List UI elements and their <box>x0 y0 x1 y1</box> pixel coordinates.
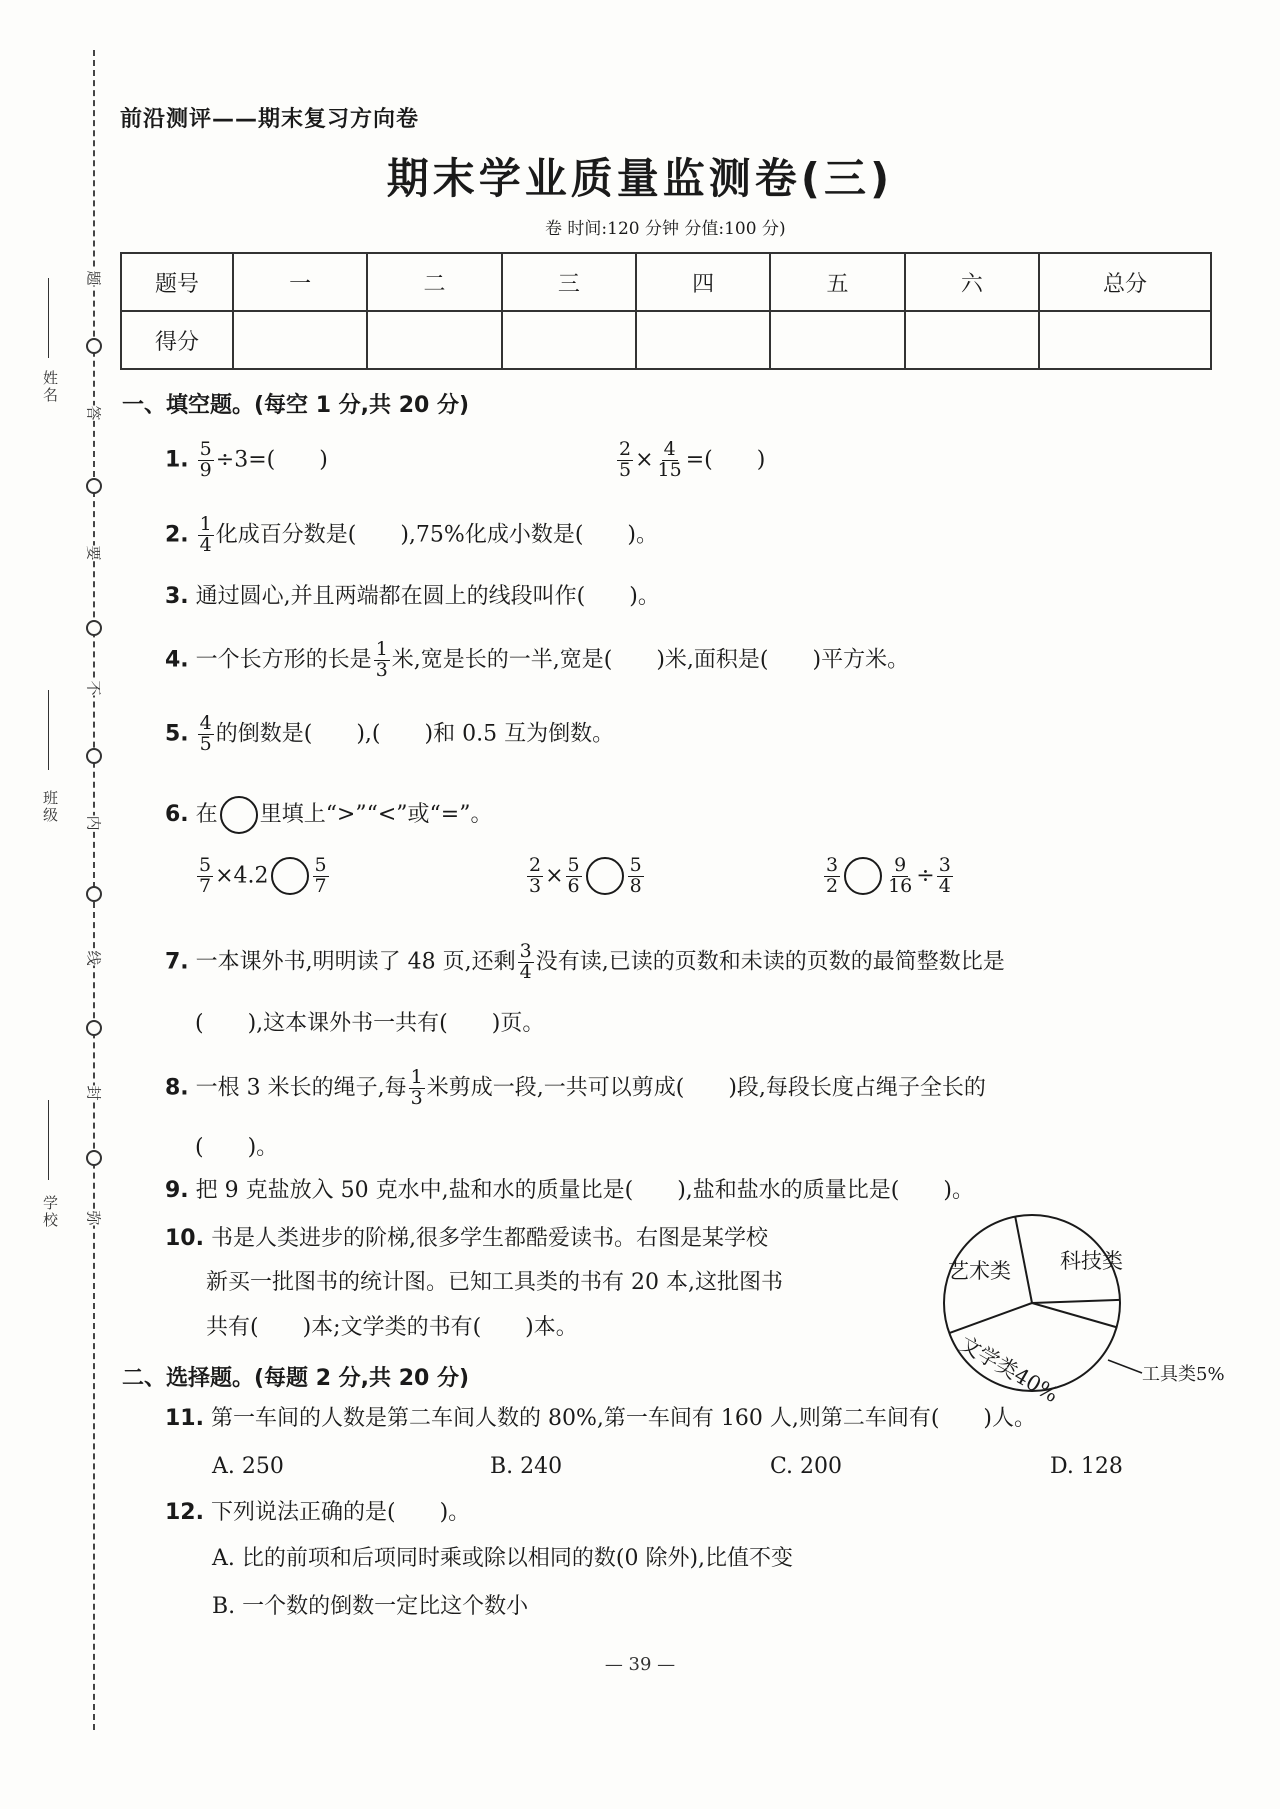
binding-hole <box>86 1020 102 1036</box>
fraction: $\frac{3}{2}$ <box>826 854 839 897</box>
table-cell: 五 <box>770 253 904 311</box>
compare-circle-input[interactable] <box>586 857 624 895</box>
binding-hole <box>86 886 102 902</box>
pie-label: 文学类40% <box>955 1331 1063 1408</box>
question-7-line2: ( ),这本课外书一共有( )页。 <box>195 1011 545 1036</box>
binding-hole <box>86 1150 102 1166</box>
pie-label: 艺术类 <box>948 1259 1011 1283</box>
table-cell: 一 <box>233 253 367 311</box>
question-12: 12. 下列说法正确的是( )。 <box>165 1500 471 1525</box>
book-pie-chart <box>930 1208 1230 1408</box>
seal-char: 要 <box>84 545 103 561</box>
exam-info: 卷 时间:120 分钟 分值:100 分) <box>545 219 786 239</box>
question-10-line2: 新买一批图书的统计图。已知工具类的书有 20 本,这批图书 <box>206 1270 783 1295</box>
score-cell[interactable] <box>636 311 770 369</box>
binding-hole <box>86 478 102 494</box>
fraction: $\frac{2}{5}$ <box>619 438 632 481</box>
compare-expr-1: $\frac{5}{7}$ ×4.2 $\frac{5}{7}$ <box>199 854 327 897</box>
question-4: 4. 一个长方形的长是 $\frac{1}{3}$ 米,宽是长的一半,宽是( )米,面积是( )平方米。 <box>165 638 910 681</box>
pie-slice-boundary <box>1032 1300 1120 1303</box>
table-cell: 得分 <box>121 311 233 369</box>
name-fill-line[interactable] <box>48 278 49 358</box>
table-cell: 四 <box>636 253 770 311</box>
score-cell[interactable] <box>905 311 1039 369</box>
class-label: 班级 <box>41 790 59 824</box>
option-b[interactable]: B. 240 <box>490 1454 563 1479</box>
seal-char: 答 <box>84 405 103 421</box>
pie-label: 工具类5% <box>1142 1364 1225 1385</box>
compare-circle-input[interactable] <box>844 857 882 895</box>
option-c[interactable]: C. 200 <box>770 1454 843 1479</box>
fraction: $\frac{5}{7}$ <box>199 854 212 897</box>
question-8: 8. 一根 3 米长的绳子,每 $\frac{1}{3}$ 米剪成一段,一共可以剪成( )段,每段长度占绳子全长的 <box>165 1066 986 1109</box>
pie-labels <box>948 1249 1225 1407</box>
fraction: $\frac{3}{4}$ <box>938 854 951 897</box>
section-heading: 一、填空题。(每空 1 分,共 20 分) <box>122 393 470 418</box>
section-heading: 二、选择题。(每题 2 分,共 20 分) <box>122 1366 470 1391</box>
fraction: $\frac{4}{15}$ <box>657 438 682 481</box>
seal-char: 线 <box>84 950 103 966</box>
pie-slice-boundary <box>1032 1303 1117 1327</box>
table-row <box>121 311 1211 369</box>
fraction: $\frac{5}{7}$ <box>314 854 327 897</box>
table-cell: 题号 <box>121 253 233 311</box>
option-a[interactable]: A. 250 <box>212 1454 284 1479</box>
fraction: $\frac{1}{4}$ <box>199 513 212 556</box>
fraction: $\frac{1}{3}$ <box>410 1066 423 1109</box>
question-7: 7. 一本课外书,明明读了 48 页,还剩 $\frac{3}{4}$ 没有读,已读的页数和未读的页数的最简整数比是 <box>165 940 1005 983</box>
table-cell: 六 <box>905 253 1039 311</box>
fraction: $\frac{5}{6}$ <box>567 854 580 897</box>
fraction: $\frac{3}{4}$ <box>519 940 532 983</box>
fraction: $\frac{9}{16}$ <box>888 854 913 897</box>
score-cell[interactable] <box>1039 311 1211 369</box>
series-label: 前沿测评——期末复习方向卷 <box>120 107 420 132</box>
seal-char: 题 <box>84 270 103 286</box>
score-cell[interactable] <box>367 311 501 369</box>
compare-circle-input[interactable] <box>271 857 309 895</box>
question-11: 11. 第一车间的人数是第二车间人数的 80%,第一车间有 160 人,则第二车间有( )人。 <box>165 1406 1037 1431</box>
compare-circle-icon <box>220 796 258 834</box>
seal-char: 弥 <box>84 1210 103 1226</box>
table-cell: 总分 <box>1039 253 1211 311</box>
score-cell[interactable] <box>233 311 367 369</box>
fraction: $\frac{5}{8}$ <box>629 854 642 897</box>
question-2: 2. $\frac{1}{4}$ 化成百分数是( ),75%化成小数是( )。 <box>165 513 658 556</box>
compare-expr-3: $\frac{3}{2}$ $\frac{9}{16}$ ÷ $\frac{3}{4}$ <box>826 854 951 897</box>
seal-char: 不 <box>84 680 103 696</box>
question-10-line3: 共有( )本;文学类的书有( )本。 <box>206 1315 578 1340</box>
school-label: 学校 <box>41 1195 59 1229</box>
fraction: $\frac{1}{3}$ <box>375 638 388 681</box>
question-1b: $\frac{2}{5}$ × $\frac{4}{15}$ =( ) <box>619 438 766 481</box>
binding-hole <box>86 748 102 764</box>
question-8-line2: ( )。 <box>195 1135 279 1160</box>
pie-slices <box>944 1215 1120 1391</box>
compare-expr-2: $\frac{2}{3}$ × $\frac{5}{6}$ $\frac{5}{8}$ <box>529 854 642 897</box>
question-5: 5. $\frac{4}{5}$ 的倒数是( ),( )和 0.5 互为倒数。 <box>165 712 615 755</box>
seal-char: 内 <box>84 815 103 831</box>
fraction: $\frac{4}{5}$ <box>199 712 212 755</box>
page-title: 期末学业质量监测卷(三) <box>386 154 894 203</box>
question-6: 6. 在 里填上“>”“<”或“=”。 <box>165 796 492 834</box>
question-1a: 1. $\frac{5}{9}$ ÷3=( ) <box>165 438 328 481</box>
score-cell[interactable] <box>770 311 904 369</box>
page-number: — 39 — <box>604 1654 676 1675</box>
table-cell: 三 <box>502 253 636 311</box>
pie-leader-line <box>1108 1360 1142 1373</box>
question-9: 9. 把 9 克盐放入 50 克水中,盐和水的质量比是( ),盐和盐水的质量比是( )。 <box>165 1178 974 1203</box>
score-cell[interactable] <box>502 311 636 369</box>
fraction: $\frac{5}{9}$ <box>199 438 212 481</box>
option-d[interactable]: D. 128 <box>1050 1454 1123 1479</box>
seal-char: 封 <box>84 1085 103 1101</box>
school-fill-line[interactable] <box>48 1100 49 1180</box>
question-10: 10. 书是人类进步的阶梯,很多学生都酷爱读书。右图是某学校 <box>165 1226 768 1251</box>
pie-slice-boundary <box>949 1303 1032 1333</box>
option-a[interactable]: A. 比的前项和后项同时乘或除以相同的数(0 除外),比值不变 <box>212 1546 794 1571</box>
score-table <box>120 252 1212 370</box>
question-3: 3. 通过圆心,并且两端都在圆上的线段叫作( )。 <box>165 584 660 609</box>
class-fill-line[interactable] <box>48 690 49 770</box>
fraction: $\frac{2}{3}$ <box>529 854 542 897</box>
pie-label: 科技类 <box>1060 1249 1123 1273</box>
table-row <box>121 253 1211 311</box>
option-b[interactable]: B. 一个数的倒数一定比这个数小 <box>212 1594 529 1619</box>
pie-slice-boundary <box>1015 1217 1032 1303</box>
binding-hole <box>86 338 102 354</box>
table-cell: 二 <box>367 253 501 311</box>
name-label: 姓名 <box>41 370 59 404</box>
binding-hole <box>86 620 102 636</box>
